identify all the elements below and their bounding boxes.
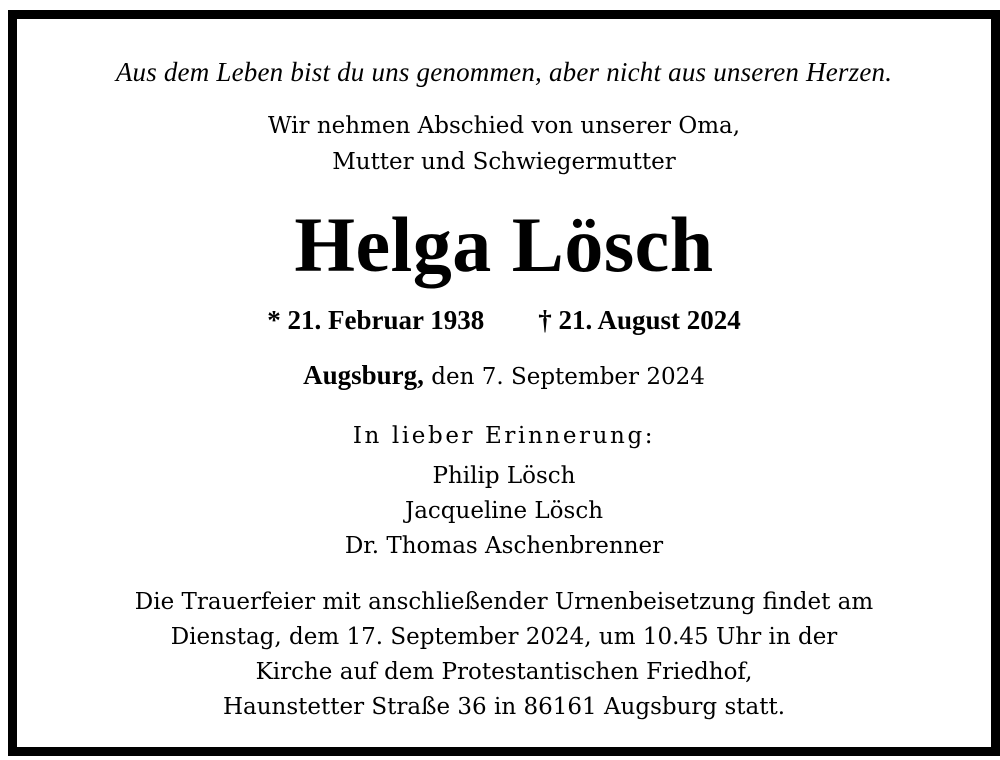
life-dates	[17, 305, 991, 336]
ceremony-line-1: Die Trauerfeier mit anschließender Urnenbeisetzung findet am	[134, 589, 874, 615]
deceased-name: Helga Lösch	[294, 201, 714, 288]
ceremony-line-3: Kirche auf dem Protestantischen Friedhof,	[255, 659, 753, 685]
obituary-frame	[8, 10, 1000, 756]
motto-quote: Aus dem Leben bist du uns genommen, aber nicht aus unseren Herzen.	[115, 57, 893, 87]
ceremony-line-4: Haunstetter Straße 36 in 86161 Augsburg statt.	[222, 694, 786, 720]
notice-date: den 7. September 2024	[423, 364, 705, 390]
place-name: Augsburg,	[303, 360, 424, 390]
intro-line-2: Mutter und Schwiegermutter	[332, 149, 676, 175]
death-date: † 21. August 2024	[538, 305, 741, 335]
ceremony-line-2: Dienstag, dem 17. September 2024, um 10.45 Uhr in der	[170, 624, 838, 650]
mourner-1: Philip Lösch	[432, 463, 576, 489]
mourner-2: Jacqueline Lösch	[404, 498, 604, 524]
mourner-3: Dr. Thomas Aschenbrenner	[344, 533, 664, 559]
birth-date: * 21. Februar 1938	[267, 305, 485, 335]
place-and-date	[17, 360, 991, 391]
intro-line-1: Wir nehmen Abschied von unserer Oma,	[267, 113, 741, 139]
memory-heading: In lieber Erinnerung:	[352, 423, 656, 449]
